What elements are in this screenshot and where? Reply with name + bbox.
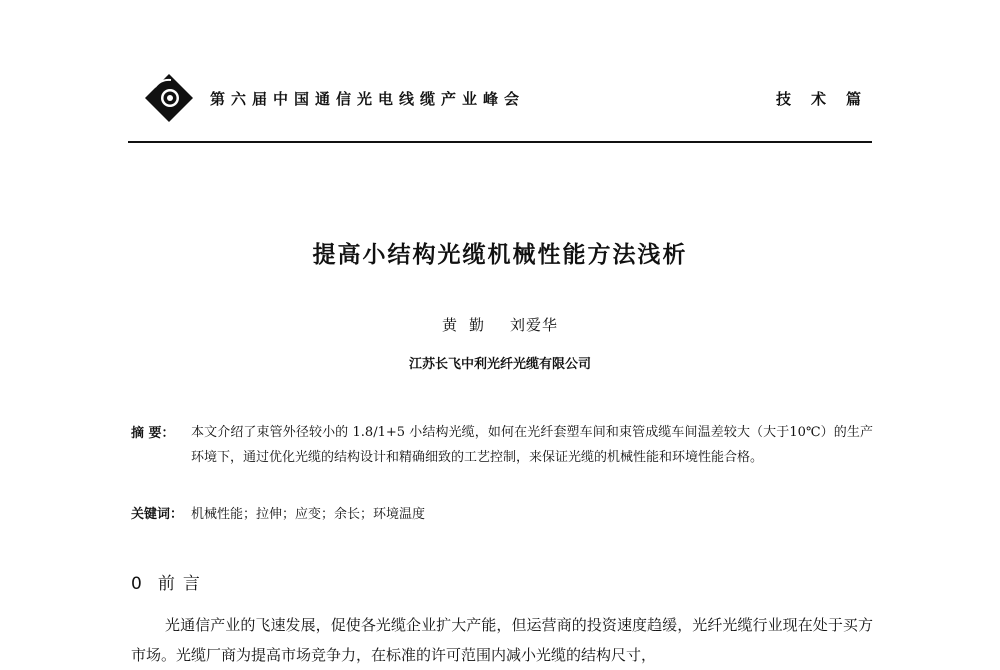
section-label: 技术篇 (776, 90, 882, 108)
body-paragraph: 光通信产业的飞速发展，促使各光缆企业扩大产能，但运营商的投资速度趋缓，光纤光缆行业现在处于买方市场。光缆厂商为提高市场竞争力，在标准的许可范围内减小光缆的结构尺寸， (131, 616, 873, 664)
conference-logo (143, 72, 195, 124)
section-heading (131, 569, 208, 594)
conference-name: 第六届中国通信光电线缆产业峰会 (210, 90, 526, 108)
author-list (0, 314, 1000, 335)
author-name: 黄勤 (441, 316, 496, 334)
paper-title: 提高小结构光缆机械性能方法浅析 (312, 242, 688, 268)
abstract-label: 摘 要： (131, 426, 175, 441)
author-affiliation: 江苏长飞中利光纤光缆有限公司 (408, 357, 591, 372)
section-number: 0 (131, 574, 142, 594)
header-divider (128, 141, 872, 143)
author-name: 刘爱华 (510, 316, 559, 334)
keywords-label: 关键词： (131, 507, 184, 522)
section-title: 前言 (157, 574, 208, 594)
abstract-text: 本文介绍了束管外径较小的 1.8/1+5 小结构光缆，如何在光纤套塑车间和束管成缆车间温差较大（大于10℃）的生产环境下，通过优化光缆的结构设计和精确细致的工艺控制，来保证光缆的机械性能和环境性能合格。 (191, 425, 873, 465)
keywords-text: 机械性能；拉伸；应变；余长；环境温度 (191, 507, 426, 522)
